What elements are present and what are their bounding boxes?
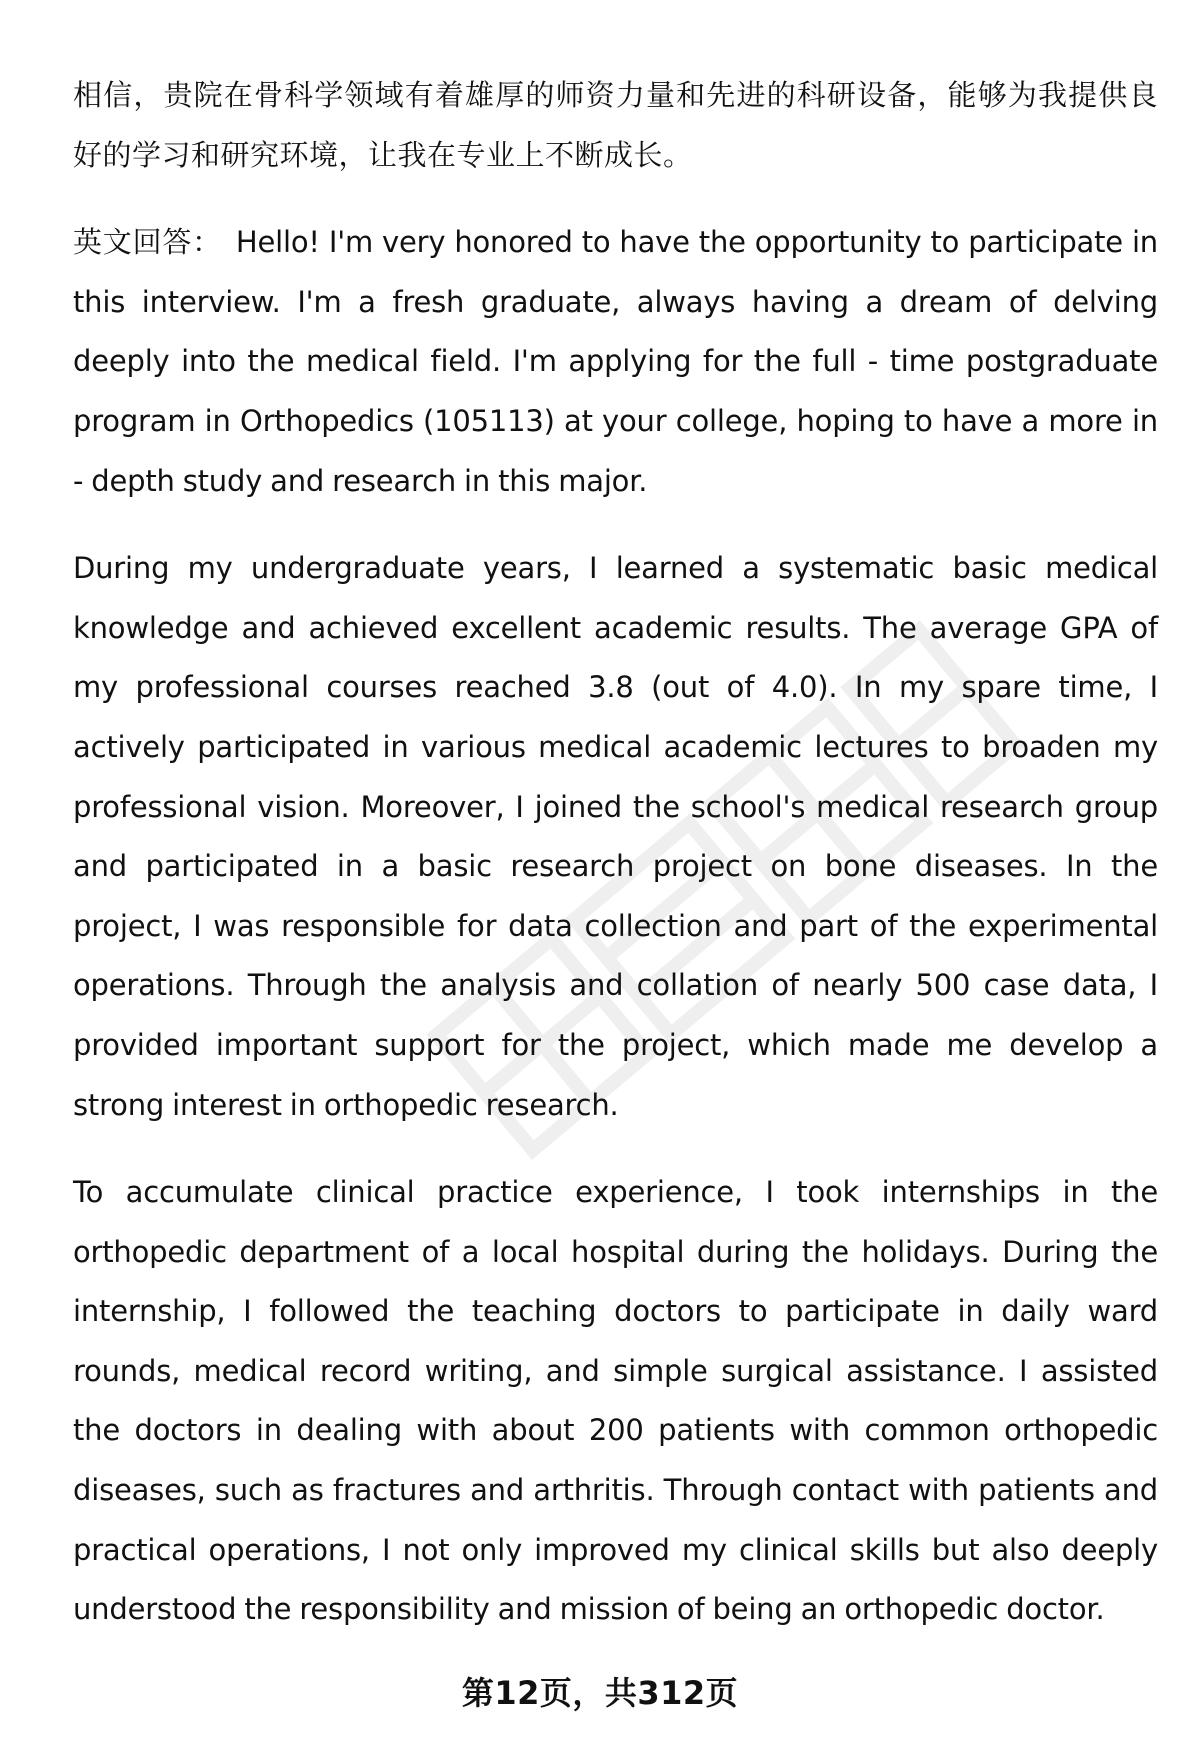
page-number-footer: 第12页，共312页 xyxy=(461,1674,739,1712)
document-body xyxy=(73,66,1158,1640)
english-answer-label: 英文回答： xyxy=(73,225,222,260)
paragraph-text: Hello! I'm very honored to have the opportunity to participate in this interview. I'm a fresh graduate, always having a dream of delving deeply into the medical field. I'm applying for the full - time postgraduate program in Orthopedics (105113) at your college, hoping to have a more in - depth study and research in this major. xyxy=(73,225,1158,498)
paragraph-clinical-practice xyxy=(73,1163,1158,1640)
paragraph-undergraduate xyxy=(73,539,1158,1135)
paragraph-text: To accumulate clinical practice experience, I took internships in the orthopedic department of a local hospital during the holidays. During the internship, I followed the teaching doctors to participate in daily ward rounds, medical record writing, and simple surgical assistance. I assisted the doctors in dealing with about 200 patients with common orthopedic diseases, such as fractures and arthritis. Through contact with patients and practical operations, I not only improved my clinical skills but also deeply understood the responsibility and mission of being an orthopedic doctor. xyxy=(73,1175,1158,1627)
paragraph-text: During my undergraduate years, I learned a systematic basic medical knowledge and achieved excellent academic results. The average GPA of my professional courses reached 3.8 (out of 4.0). In my spare time, I actively participated in various medical academic lectures to broaden my professional vision. Moreover, I joined the school's medical research group and participated in a basic research project on bone diseases. In the project, I was responsible for data collection and part of the experimental operations. Through the analysis and collation of nearly 500 case data, I provided important support for the project, which made me develop a strong interest in orthopedic research. xyxy=(73,551,1158,1122)
paragraph-text: 相信，贵院在骨科学领域有着雄厚的师资力量和先进的科研设备，能够为我提供良好的学习和研究环境，让我在专业上不断成长。 xyxy=(73,78,1158,172)
paragraph-english-answer-intro xyxy=(73,213,1158,511)
paragraph-chinese-answer-end xyxy=(73,66,1158,185)
